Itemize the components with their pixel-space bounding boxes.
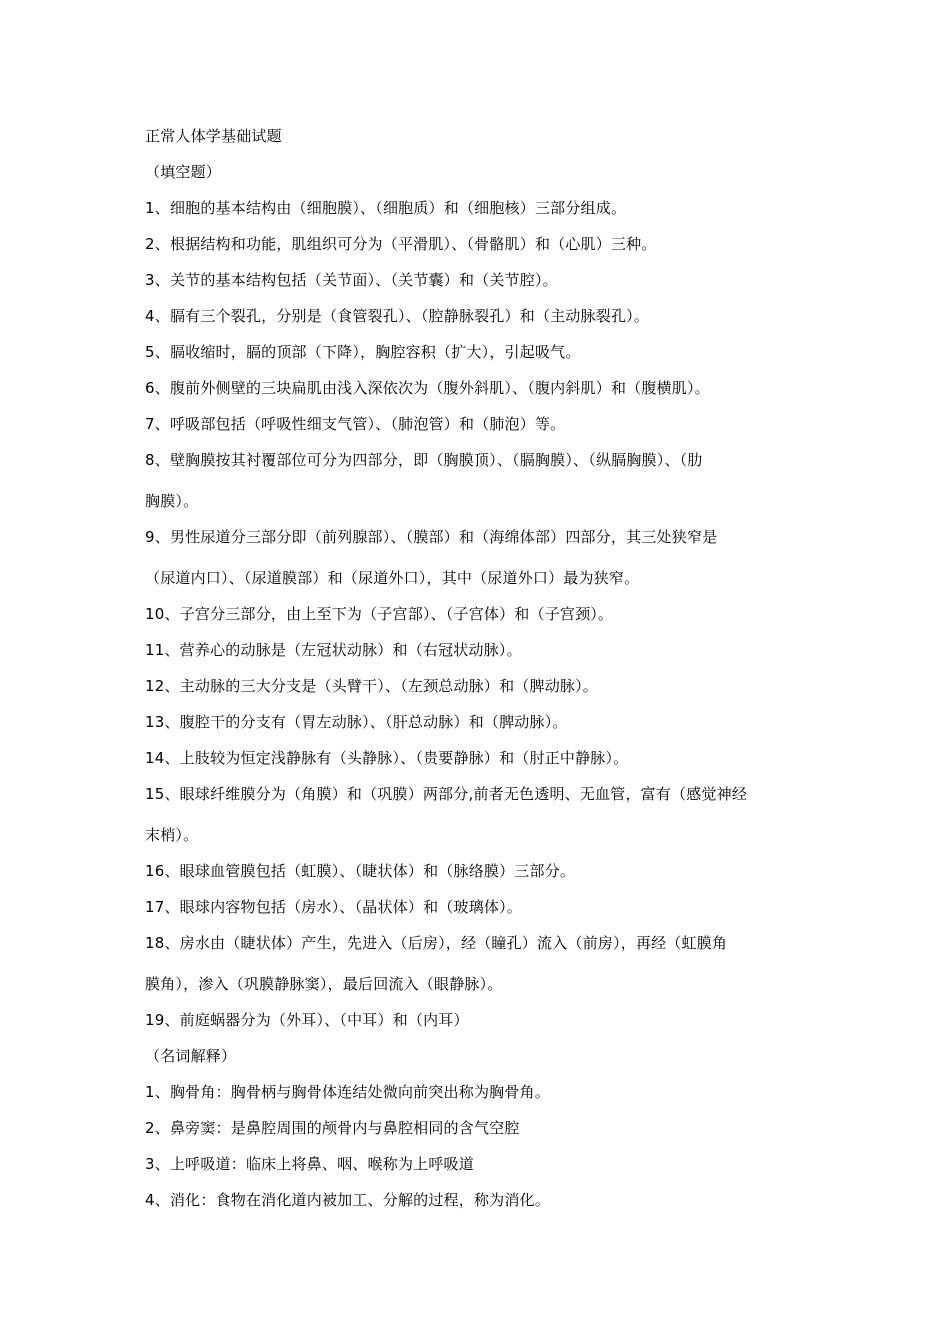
fill-item-9-line-1: 9、男性尿道分三部分即（前列腺部）、（膜部）和（海绵体部）四部分，其三处狭窄是 [145,528,718,546]
fill-item-8-line-2: 胸膜）。 [145,492,199,510]
fill-item-3: 3、关节的基本结构包括（关节面）、（关节囊）和（关节腔）。 [145,271,558,289]
fill-item-17: 17、眼球内容物包括（房水）、（晶状体）和（玻璃体）。 [145,898,522,916]
fill-item-15-line-1: 15、眼球纤维膜分为（角膜）和（巩膜）两部分,前者无色透明、无血管，富有（感觉神经 [145,785,748,803]
fill-item-6: 6、腹前外侧壁的三块扁肌由浅入深依次为（腹外斜肌）、（腹内斜肌）和（腹横肌）。 [145,379,710,397]
fill-item-16: 16、眼球血管膜包括（虹膜）、（睫状体）和（脉络膜）三部分。 [145,862,576,880]
document-page [145,125,810,1225]
document-title: 正常人体学基础试题 [145,127,282,145]
fill-item-1: 1、细胞的基本结构由（细胞膜）、（细胞质）和（细胞核）三部分组成。 [145,199,627,217]
fill-item-9-line-2: （尿道内口）、（尿道膜部）和（尿道外口），其中（尿道外口）最为狭窄。 [145,569,640,587]
term-item-2: 2、鼻旁窦：是鼻腔周围的颅骨内与鼻腔相同的含气空腔 [145,1119,520,1137]
fill-item-11: 11、营养心的动脉是（左冠状动脉）和（右冠状动脉）。 [145,641,522,659]
fill-item-9 [145,526,810,589]
fill-item-14: 14、上肢较为恒定浅静脉有（头静脉）、（贵要静脉）和（肘正中静脉）。 [145,749,629,767]
fill-item-10: 10、子宫分三部分，由上至下为（子宫部）、（子宫体）和（子宫颈）。 [145,605,614,623]
fill-item-8-line-1: 8、壁胸膜按其衬覆部位可分为四部分，即（胸膜顶）、（膈胸膜）、（纵膈胸膜）、（肋 [145,451,703,469]
fill-item-18-line-2: 膜角），渗入（巩膜静脉窦），最后回流入（眼静脉）。 [145,975,503,993]
term-item-3: 3、上呼吸道：临床上将鼻、咽、喉称为上呼吸道 [145,1155,474,1173]
fill-item-18 [145,932,810,995]
fill-item-4: 4、膈有三个裂孔，分别是（食管裂孔）、（腔静脉裂孔）和（主动脉裂孔）。 [145,307,650,325]
fill-item-18-line-1: 18、房水由（睫状体）产生，先进入（后房），经（瞳孔）流入（前房），再经（虹膜角 [145,934,728,952]
fill-item-15 [145,783,810,846]
fill-item-2: 2、根据结构和功能，肌组织可分为（平滑肌）、（骨骼肌）和（心肌）三种。 [145,235,657,253]
term-section-label: （名词解释） [145,1047,237,1065]
fill-item-15-line-2: 末梢）。 [145,826,199,844]
fill-item-19: 19、前庭蜗器分为（外耳）、（中耳）和（内耳） [145,1011,469,1029]
term-item-4: 4、消化：食物在消化道内被加工、分解的过程，称为消化。 [145,1191,550,1209]
term-item-1: 1、胸骨角：胸骨柄与胸骨体连结处微向前突出称为胸骨角。 [145,1083,550,1101]
fill-item-12: 12、主动脉的三大分支是（头臂干）、（左颈总动脉）和（脾动脉）。 [145,677,598,695]
fill-item-8 [145,449,810,512]
fill-item-7: 7、呼吸部包括（呼吸性细支气管）、（肺泡管）和（肺泡）等。 [145,415,566,433]
fill-blank-section-label: （填空题） [145,163,222,181]
fill-item-5: 5、膈收缩时，膈的顶部（下降），胸腔容积（扩大），引起吸气。 [145,343,581,361]
fill-item-13: 13、腹腔干的分支有（胃左动脉）、（肝总动脉）和（脾动脉）。 [145,713,568,731]
